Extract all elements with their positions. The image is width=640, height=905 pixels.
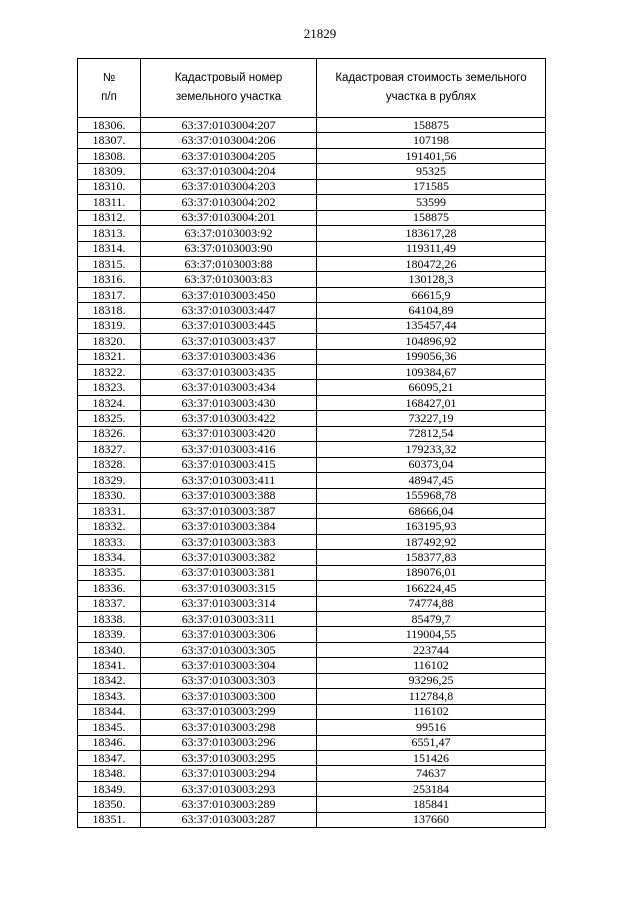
cadastral-value-cell: 158377,83 xyxy=(317,550,546,565)
table-row xyxy=(78,210,546,225)
header-cadastral-value xyxy=(317,59,546,118)
table-row xyxy=(78,164,546,179)
table-row xyxy=(78,442,546,457)
cadastral-number-cell: 63:37:0103004:207 xyxy=(141,118,317,133)
cadastral-number-cell: 63:37:0103003:83 xyxy=(141,272,317,287)
cadastral-number-cell: 63:37:0103003:311 xyxy=(141,612,317,627)
table-row xyxy=(78,689,546,704)
row-index-cell: 18306. xyxy=(78,118,141,133)
cadastral-number-cell: 63:37:0103003:420 xyxy=(141,426,317,441)
cadastral-value-cell: 158875 xyxy=(317,118,546,133)
table-row xyxy=(78,766,546,781)
header-cadastral-number xyxy=(141,59,317,118)
row-index-cell: 18326. xyxy=(78,426,141,441)
table-row xyxy=(78,395,546,410)
row-index-cell: 18339. xyxy=(78,627,141,642)
cadastral-value-cell: 107198 xyxy=(317,133,546,148)
cadastral-number-cell: 63:37:0103003:434 xyxy=(141,380,317,395)
table-row xyxy=(78,565,546,580)
row-index-cell: 18319. xyxy=(78,318,141,333)
table-row xyxy=(78,735,546,750)
table-row xyxy=(78,642,546,657)
row-index-cell: 18321. xyxy=(78,349,141,364)
cadastral-number-cell: 63:37:0103003:388 xyxy=(141,488,317,503)
row-index-cell: 18351. xyxy=(78,812,141,827)
header-cadastral-number-line1: Кадастровый номер xyxy=(174,72,283,84)
cadastral-value-cell: 112784,8 xyxy=(317,689,546,704)
table-row xyxy=(78,256,546,271)
cadastral-value-cell: 95325 xyxy=(317,164,546,179)
table-row xyxy=(78,195,546,210)
cadastral-number-cell: 63:37:0103003:303 xyxy=(141,673,317,688)
row-index-cell: 18338. xyxy=(78,612,141,627)
cadastral-number-cell: 63:37:0103003:384 xyxy=(141,519,317,534)
cadastral-value-cell: 151426 xyxy=(317,750,546,765)
row-index-cell: 18343. xyxy=(78,689,141,704)
table-row xyxy=(78,365,546,380)
table-row xyxy=(78,781,546,796)
row-index-cell: 18314. xyxy=(78,241,141,256)
cadastral-value-cell: 187492,92 xyxy=(317,534,546,549)
cadastral-number-cell: 63:37:0103003:422 xyxy=(141,411,317,426)
header-cadastral-value-line2: участка в рублях xyxy=(385,91,477,103)
cadastral-value-cell: 130128,3 xyxy=(317,272,546,287)
cadastral-value-cell: 60373,04 xyxy=(317,457,546,472)
cadastral-number-cell: 63:37:0103003:445 xyxy=(141,318,317,333)
cadastral-number-cell: 63:37:0103003:436 xyxy=(141,349,317,364)
cadastral-number-cell: 63:37:0103003:88 xyxy=(141,256,317,271)
cadastral-value-cell: 191401,56 xyxy=(317,148,546,163)
cadastral-value-cell: 85479,7 xyxy=(317,612,546,627)
cadastral-number-cell: 63:37:0103003:299 xyxy=(141,704,317,719)
row-index-cell: 18317. xyxy=(78,287,141,302)
cadastral-number-cell: 63:37:0103003:304 xyxy=(141,658,317,673)
row-index-cell: 18336. xyxy=(78,581,141,596)
row-index-cell: 18342. xyxy=(78,673,141,688)
cadastral-number-cell: 63:37:0103003:383 xyxy=(141,534,317,549)
cadastral-number-cell: 63:37:0103003:430 xyxy=(141,395,317,410)
cadastral-value-cell: 180472,26 xyxy=(317,256,546,271)
cadastral-number-cell: 63:37:0103003:382 xyxy=(141,550,317,565)
row-index-cell: 18349. xyxy=(78,781,141,796)
table-row xyxy=(78,473,546,488)
cadastral-value-cell: 93296,25 xyxy=(317,673,546,688)
cadastral-value-cell: 185841 xyxy=(317,797,546,812)
cadastral-number-cell: 63:37:0103003:296 xyxy=(141,735,317,750)
cadastral-value-cell: 64104,89 xyxy=(317,303,546,318)
cadastral-value-cell: 155968,78 xyxy=(317,488,546,503)
cadastral-number-cell: 63:37:0103003:416 xyxy=(141,442,317,457)
header-row xyxy=(78,59,546,118)
row-index-cell: 18323. xyxy=(78,380,141,395)
table-row xyxy=(78,581,546,596)
table-row xyxy=(78,148,546,163)
table-row xyxy=(78,179,546,194)
table-row xyxy=(78,812,546,827)
table-row xyxy=(78,627,546,642)
cadastral-number-cell: 63:37:0103004:202 xyxy=(141,195,317,210)
row-index-cell: 18309. xyxy=(78,164,141,179)
cadastral-value-cell: 74637 xyxy=(317,766,546,781)
row-index-cell: 18316. xyxy=(78,272,141,287)
cadastral-value-cell: 119004,55 xyxy=(317,627,546,642)
cadastral-value-cell: 73227,19 xyxy=(317,411,546,426)
cadastral-value-cell: 72812,54 xyxy=(317,426,546,441)
cadastral-number-cell: 63:37:0103003:415 xyxy=(141,457,317,472)
table-row xyxy=(78,118,546,133)
cadastral-value-cell: 48947,45 xyxy=(317,473,546,488)
row-index-cell: 18340. xyxy=(78,642,141,657)
table-row xyxy=(78,318,546,333)
cadastral-number-cell: 63:37:0103004:203 xyxy=(141,179,317,194)
table-row xyxy=(78,750,546,765)
table-row xyxy=(78,503,546,518)
cadastral-value-cell: 74774,88 xyxy=(317,596,546,611)
table-row xyxy=(78,658,546,673)
cadastral-number-cell: 63:37:0103003:411 xyxy=(141,473,317,488)
cadastre-table xyxy=(77,58,546,828)
cadastral-value-cell: 53599 xyxy=(317,195,546,210)
cadastral-value-cell: 163195,93 xyxy=(317,519,546,534)
table-row xyxy=(78,612,546,627)
cadastral-value-cell: 68666,04 xyxy=(317,503,546,518)
row-index-cell: 18348. xyxy=(78,766,141,781)
cadastral-value-cell: 137660 xyxy=(317,812,546,827)
cadastral-value-cell: 99516 xyxy=(317,720,546,735)
row-index-cell: 18344. xyxy=(78,704,141,719)
row-index-cell: 18308. xyxy=(78,148,141,163)
row-index-cell: 18337. xyxy=(78,596,141,611)
row-index-cell: 18328. xyxy=(78,457,141,472)
row-index-cell: 18333. xyxy=(78,534,141,549)
cadastral-value-cell: 135457,44 xyxy=(317,318,546,333)
row-index-cell: 18335. xyxy=(78,565,141,580)
cadastral-number-cell: 63:37:0103004:206 xyxy=(141,133,317,148)
row-index-cell: 18322. xyxy=(78,365,141,380)
table-row xyxy=(78,133,546,148)
cadastral-value-cell: 66615,9 xyxy=(317,287,546,302)
cadastral-number-cell: 63:37:0103003:435 xyxy=(141,365,317,380)
table-row xyxy=(78,241,546,256)
cadastral-value-cell: 109384,67 xyxy=(317,365,546,380)
cadastral-number-cell: 63:37:0103003:92 xyxy=(141,226,317,241)
table-row xyxy=(78,550,546,565)
cadastral-value-cell: 104896,92 xyxy=(317,334,546,349)
cadastral-number-cell: 63:37:0103004:205 xyxy=(141,148,317,163)
cadastral-value-cell: 253184 xyxy=(317,781,546,796)
header-cadastral-number-line2: земельного участка xyxy=(175,91,282,103)
table-row xyxy=(78,411,546,426)
table-row xyxy=(78,272,546,287)
cadastral-number-cell: 63:37:0103003:295 xyxy=(141,750,317,765)
row-index-cell: 18332. xyxy=(78,519,141,534)
cadastral-number-cell: 63:37:0103004:201 xyxy=(141,210,317,225)
cadastral-value-cell: 189076,01 xyxy=(317,565,546,580)
cadastral-number-cell: 63:37:0103003:300 xyxy=(141,689,317,704)
cadastral-value-cell: 166224,45 xyxy=(317,581,546,596)
cadastral-value-cell: 6551,47 xyxy=(317,735,546,750)
row-index-cell: 18318. xyxy=(78,303,141,318)
row-index-cell: 18350. xyxy=(78,797,141,812)
table-row xyxy=(78,797,546,812)
table-row xyxy=(78,534,546,549)
cadastral-number-cell: 63:37:0103003:387 xyxy=(141,503,317,518)
row-index-cell: 18329. xyxy=(78,473,141,488)
cadastral-number-cell: 63:37:0103003:447 xyxy=(141,303,317,318)
row-index-cell: 18320. xyxy=(78,334,141,349)
cadastral-value-cell: 179233,32 xyxy=(317,442,546,457)
cadastral-value-cell: 119311,49 xyxy=(317,241,546,256)
table-row xyxy=(78,334,546,349)
table-row xyxy=(78,457,546,472)
row-index-cell: 18331. xyxy=(78,503,141,518)
header-index-line2: п/п xyxy=(101,91,117,103)
row-index-cell: 18311. xyxy=(78,195,141,210)
row-index-cell: 18347. xyxy=(78,750,141,765)
table-row xyxy=(78,720,546,735)
cadastral-number-cell: 63:37:0103003:293 xyxy=(141,781,317,796)
cadastral-number-cell: 63:37:0103003:90 xyxy=(141,241,317,256)
cadastral-number-cell: 63:37:0103004:204 xyxy=(141,164,317,179)
row-index-cell: 18312. xyxy=(78,210,141,225)
cadastral-value-cell: 116102 xyxy=(317,704,546,719)
header-index xyxy=(78,59,141,118)
table-row xyxy=(78,380,546,395)
cadastral-value-cell: 116102 xyxy=(317,658,546,673)
row-index-cell: 18345. xyxy=(78,720,141,735)
cadastral-value-cell: 66095,21 xyxy=(317,380,546,395)
row-index-cell: 18341. xyxy=(78,658,141,673)
table-row xyxy=(78,349,546,364)
row-index-cell: 18324. xyxy=(78,395,141,410)
row-index-cell: 18313. xyxy=(78,226,141,241)
row-index-cell: 18327. xyxy=(78,442,141,457)
cadastral-number-cell: 63:37:0103003:287 xyxy=(141,812,317,827)
table-row xyxy=(78,488,546,503)
row-index-cell: 18310. xyxy=(78,179,141,194)
row-index-cell: 18330. xyxy=(78,488,141,503)
cadastral-number-cell: 63:37:0103003:305 xyxy=(141,642,317,657)
cadastral-number-cell: 63:37:0103003:437 xyxy=(141,334,317,349)
cadastral-number-cell: 63:37:0103003:450 xyxy=(141,287,317,302)
cadastral-value-cell: 183617,28 xyxy=(317,226,546,241)
row-index-cell: 18307. xyxy=(78,133,141,148)
header-cadastral-value-line1: Кадастровая стоимость земельного xyxy=(335,72,527,84)
table-row xyxy=(78,426,546,441)
cadastral-number-cell: 63:37:0103003:314 xyxy=(141,596,317,611)
cadastral-number-cell: 63:37:0103003:298 xyxy=(141,720,317,735)
table-row xyxy=(78,519,546,534)
table-row xyxy=(78,673,546,688)
cadastral-value-cell: 171585 xyxy=(317,179,546,194)
table-row xyxy=(78,596,546,611)
cadastral-value-cell: 168427,01 xyxy=(317,395,546,410)
table-row xyxy=(78,303,546,318)
cadastral-value-cell: 199056,36 xyxy=(317,349,546,364)
cadastral-number-cell: 63:37:0103003:306 xyxy=(141,627,317,642)
row-index-cell: 18325. xyxy=(78,411,141,426)
table-row xyxy=(78,287,546,302)
page-number: 21829 xyxy=(303,26,337,41)
cadastral-number-cell: 63:37:0103003:294 xyxy=(141,766,317,781)
header-index-line1: № xyxy=(102,72,116,84)
row-index-cell: 18346. xyxy=(78,735,141,750)
row-index-cell: 18334. xyxy=(78,550,141,565)
table-body xyxy=(78,118,546,828)
cadastral-number-cell: 63:37:0103003:289 xyxy=(141,797,317,812)
cadastral-value-cell: 223744 xyxy=(317,642,546,657)
cadastral-number-cell: 63:37:0103003:381 xyxy=(141,565,317,580)
row-index-cell: 18315. xyxy=(78,256,141,271)
table-header xyxy=(78,59,546,118)
table-row xyxy=(78,704,546,719)
cadastral-number-cell: 63:37:0103003:315 xyxy=(141,581,317,596)
cadastral-value-cell: 158875 xyxy=(317,210,546,225)
table-row xyxy=(78,226,546,241)
